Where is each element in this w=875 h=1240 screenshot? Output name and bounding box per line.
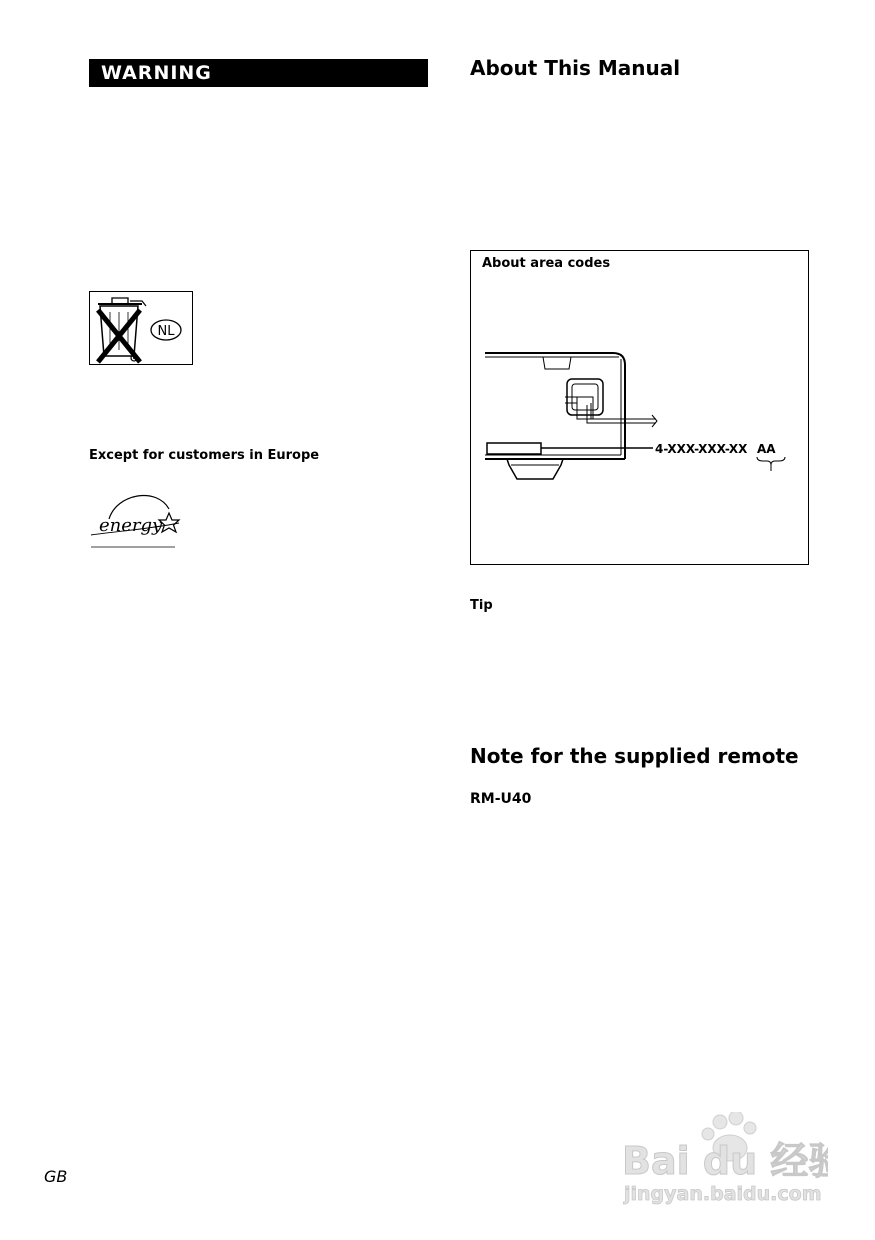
battery-disposal-symbol (89, 291, 193, 365)
area-codes-box (470, 250, 809, 565)
europe-note-heading: Except for customers in Europe (89, 448, 320, 463)
remote-note-heading: Note for the supplied remote (470, 744, 799, 768)
watermark-brand: Bai du 经验 (622, 1139, 828, 1183)
warning-banner (89, 59, 428, 87)
page-language-label: GB (44, 1167, 68, 1186)
area-code-label: AA (757, 442, 776, 456)
area-codes-heading: About area codes (482, 256, 611, 271)
about-manual-heading: About This Manual (470, 56, 681, 80)
model-number-label: 4-XXX-XXX-XX (655, 442, 748, 456)
warning-heading: WARNING (101, 62, 212, 84)
crossed-bin-icon (90, 292, 192, 364)
energy-logo-text: energy (99, 515, 163, 536)
energy-star-logo (89, 489, 185, 551)
rear-panel-illustration (481, 347, 801, 487)
tip-heading: Tip (470, 598, 493, 613)
watermark-url: jingyan.baidu.com (624, 1183, 822, 1205)
remote-model-label: RM-U40 (470, 791, 532, 807)
baidu-watermark (618, 1112, 828, 1207)
country-code-label: NL (157, 324, 175, 339)
